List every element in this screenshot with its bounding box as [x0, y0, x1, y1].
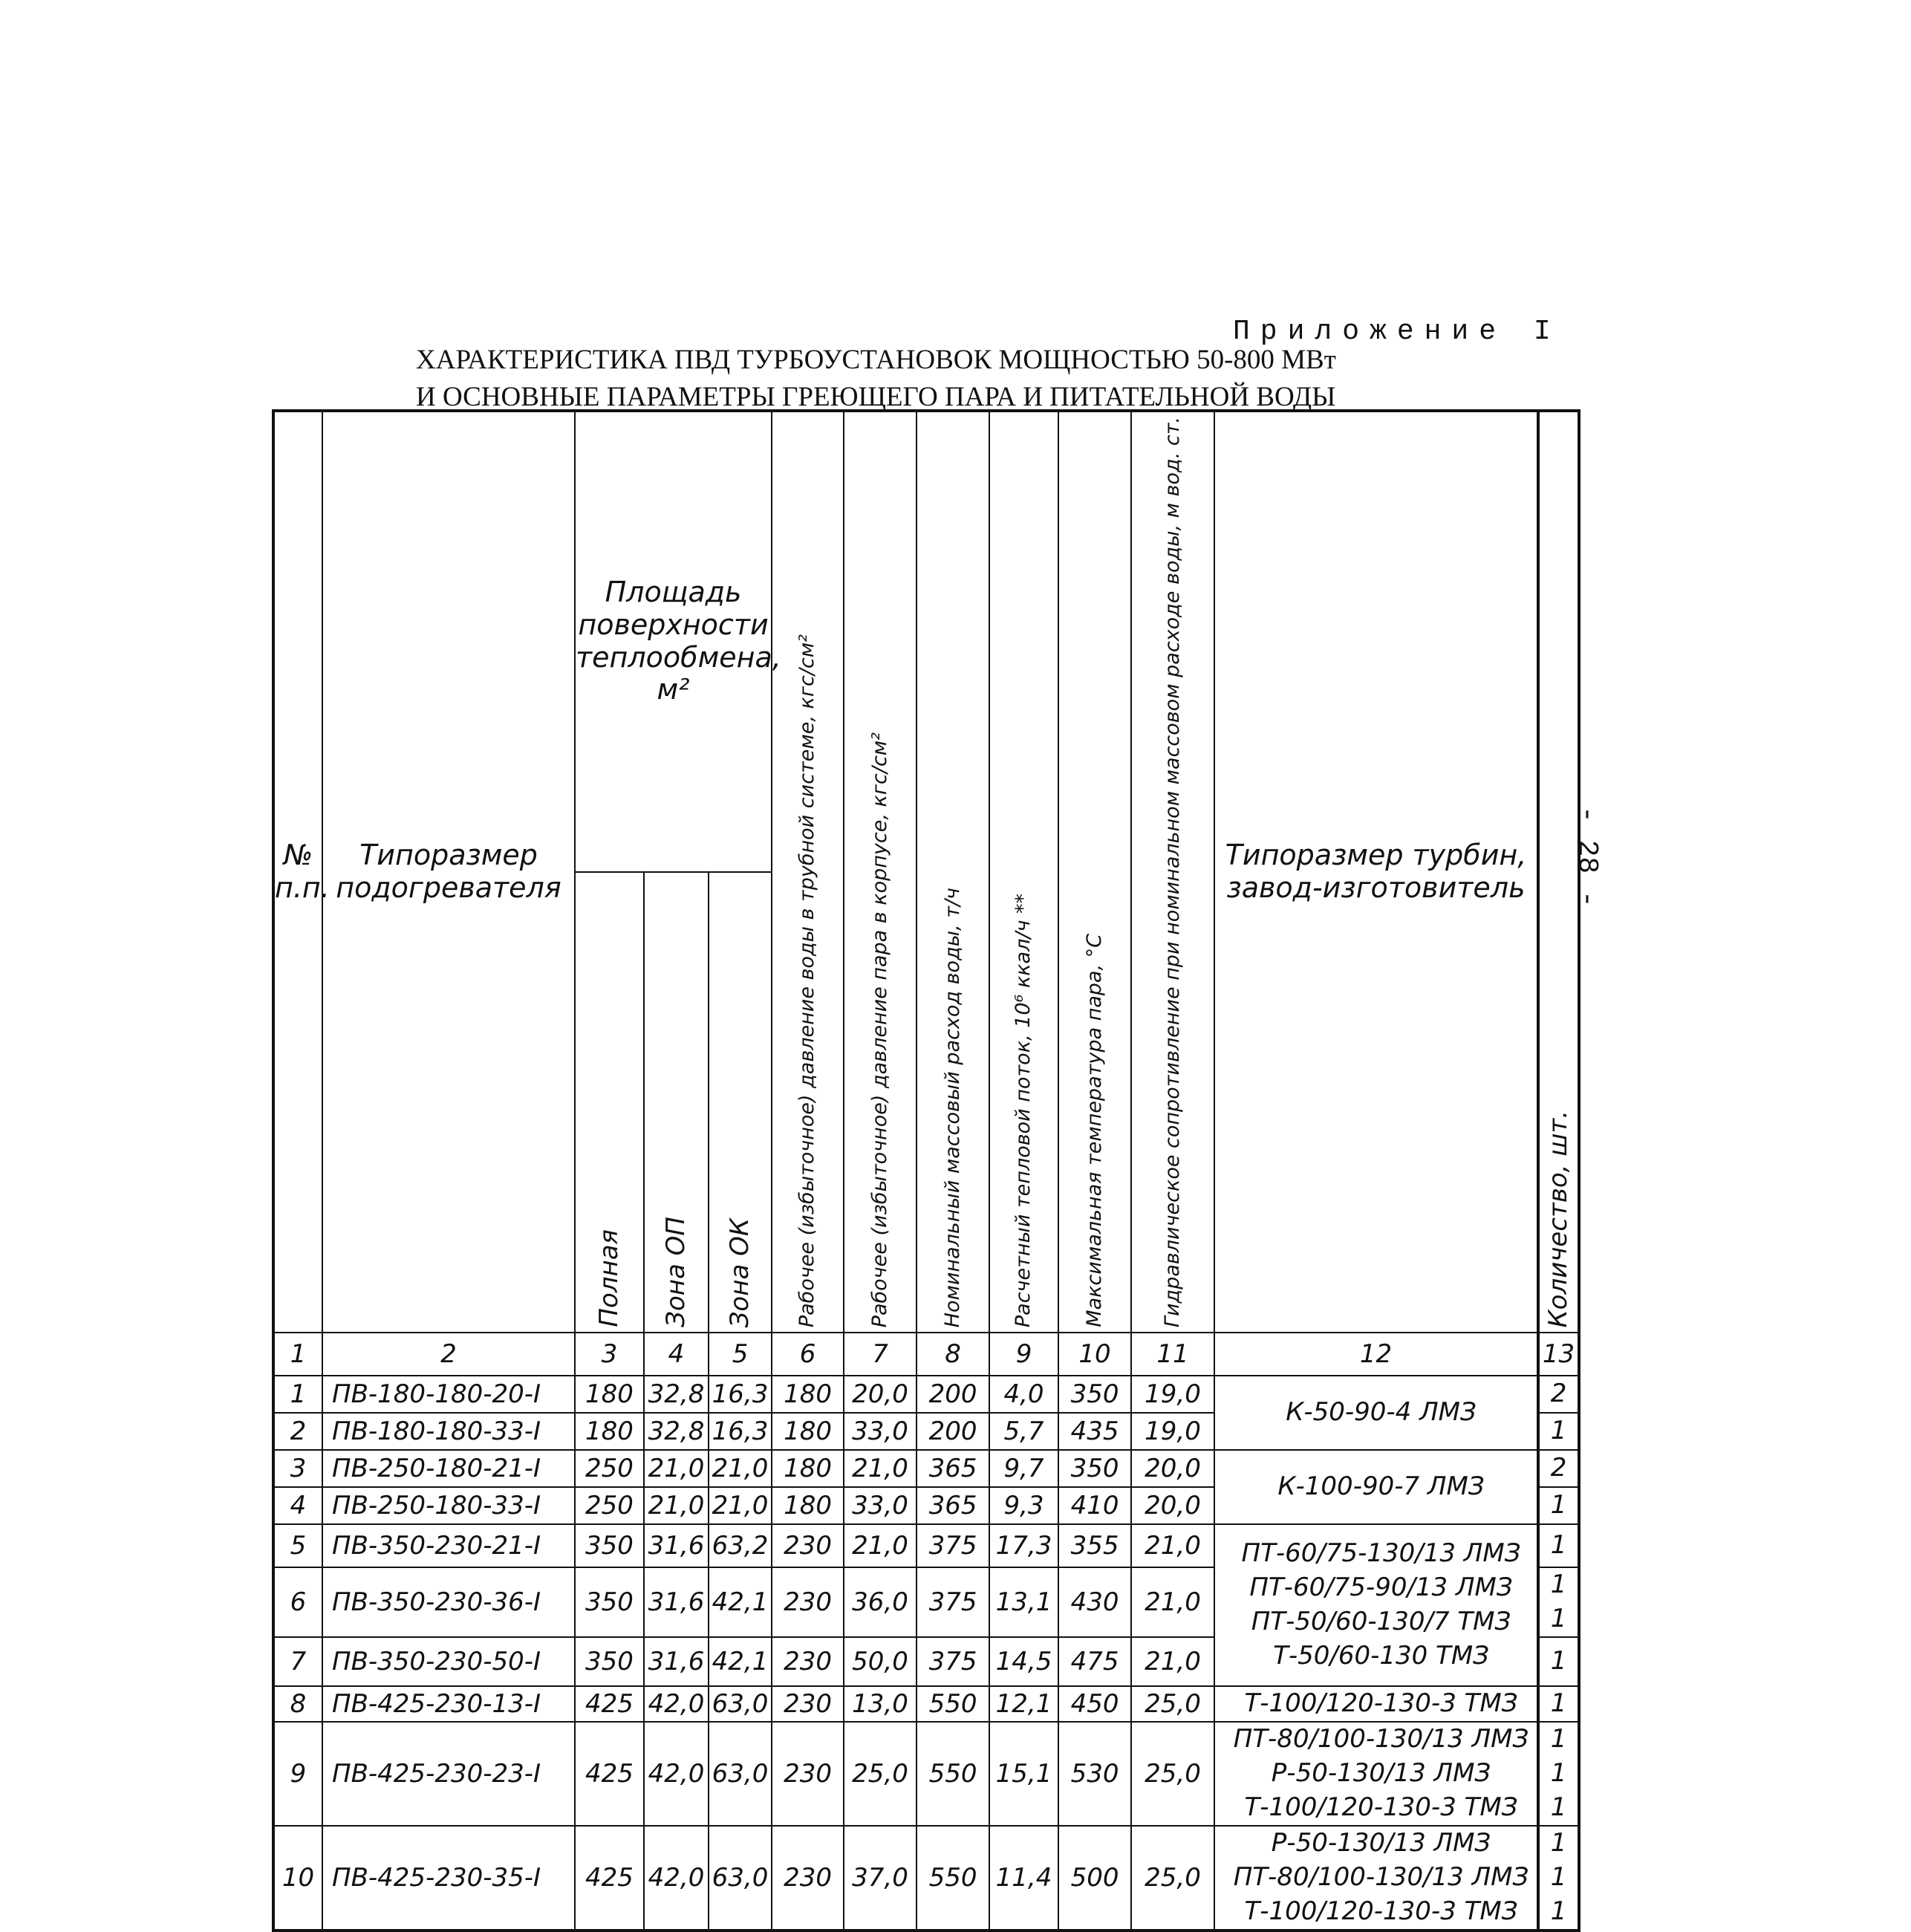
cell-full: 425: [575, 1686, 644, 1722]
cell-type: ПВ-350-230-36-I: [322, 1567, 575, 1637]
cell-temp: 435: [1058, 1413, 1131, 1450]
cell-p-water: 230: [772, 1524, 844, 1567]
cell-p-steam: 25,0: [844, 1722, 917, 1826]
cell-p-steam: 20,0: [844, 1376, 917, 1413]
cell-resist: 21,0: [1131, 1567, 1214, 1637]
column-number: 8: [917, 1333, 989, 1376]
cell-type: ПВ-350-230-21-I: [322, 1524, 575, 1567]
cell-ok: 42,1: [709, 1637, 772, 1686]
cell-p-steam: 33,0: [844, 1487, 917, 1524]
cell-n: 9: [273, 1722, 322, 1826]
cell-resist: 25,0: [1131, 1686, 1214, 1722]
cell-full: 250: [575, 1450, 644, 1487]
cell-flow: 365: [917, 1487, 989, 1524]
table-row: [273, 1450, 1579, 1487]
column-number: 4: [644, 1333, 709, 1376]
cell-ok: 16,3: [709, 1376, 772, 1413]
cell-turbine-type: К-100-90-7 ЛМЗ: [1214, 1450, 1538, 1524]
cell-flow: 375: [917, 1524, 989, 1567]
header-heat-flow: Расчетный тепловой поток, 10⁶ ккал/ч **: [989, 411, 1058, 1333]
cell-op: 21,0: [644, 1487, 709, 1524]
cell-resist: 21,0: [1131, 1524, 1214, 1567]
header-area-op: Зона ОП: [644, 872, 709, 1333]
cell-quantity: 1: [1538, 1413, 1579, 1450]
cell-op: 31,6: [644, 1567, 709, 1637]
cell-p-water: 230: [772, 1567, 844, 1637]
cell-quantity: 1: [1538, 1524, 1579, 1567]
table-row: [273, 1376, 1579, 1413]
cell-resist: 19,0: [1131, 1413, 1214, 1450]
cell-full: 250: [575, 1487, 644, 1524]
cell-type: ПВ-180-180-20-I: [322, 1376, 575, 1413]
cell-n: 6: [273, 1567, 322, 1637]
column-number: 6: [772, 1333, 844, 1376]
column-number: 1: [273, 1333, 322, 1376]
cell-temp: 410: [1058, 1487, 1131, 1524]
appendix-label: Приложение I: [1233, 316, 1561, 348]
cell-p-water: 230: [772, 1637, 844, 1686]
cell-p-water: 180: [772, 1450, 844, 1487]
cell-quantity: 1: [1538, 1487, 1579, 1524]
cell-n: 3: [273, 1450, 322, 1487]
cell-quantity: 2: [1538, 1376, 1579, 1413]
cell-quantity: 1 1: [1538, 1567, 1579, 1637]
cell-heat: 17,3: [989, 1524, 1058, 1567]
table-row: [273, 1722, 1579, 1826]
cell-op: 31,6: [644, 1637, 709, 1686]
cell-op: 21,0: [644, 1450, 709, 1487]
column-number: 9: [989, 1333, 1058, 1376]
cell-n: 1: [273, 1376, 322, 1413]
cell-heat: 9,7: [989, 1450, 1058, 1487]
cell-turbine-type: К-50-90-4 ЛМЗ: [1214, 1376, 1538, 1450]
cell-full: 350: [575, 1567, 644, 1637]
header-area-full: Полная: [575, 872, 644, 1333]
cell-type: ПВ-425-230-35-I: [322, 1826, 575, 1931]
cell-type: ПВ-250-180-21-I: [322, 1450, 575, 1487]
cell-p-water: 230: [772, 1722, 844, 1826]
cell-temp: 350: [1058, 1450, 1131, 1487]
cell-n: 10: [273, 1826, 322, 1931]
cell-ok: 21,0: [709, 1487, 772, 1524]
cell-quantity: 1: [1538, 1686, 1579, 1722]
cell-ok: 63,2: [709, 1524, 772, 1567]
table-title-line-1: ХАРАКТЕРИСТИКА ПВД ТУРБОУСТАНОВОК МОЩНОСТЬЮ 50-800 МВт: [416, 345, 1336, 375]
heater-characteristics-table: [272, 409, 1580, 1932]
table-row: [273, 1826, 1579, 1931]
cell-heat: 12,1: [989, 1686, 1058, 1722]
cell-p-water: 180: [772, 1487, 844, 1524]
cell-p-steam: 13,0: [844, 1686, 917, 1722]
cell-op: 31,6: [644, 1524, 709, 1567]
table-row: [273, 1686, 1579, 1722]
header-turbine-type: Типоразмер турбин, завод-изготовитель: [1214, 411, 1538, 1333]
table-title-line-2: И ОСНОВНЫЕ ПАРАМЕТРЫ ГРЕЮЩЕГО ПАРА И ПИТАТЕЛЬНОЙ ВОДЫ: [416, 382, 1336, 412]
cell-heat: 13,1: [989, 1567, 1058, 1637]
cell-p-water: 180: [772, 1376, 844, 1413]
column-number: 12: [1214, 1333, 1538, 1376]
cell-type: ПВ-350-230-50-I: [322, 1637, 575, 1686]
page-number: - 28 -: [1571, 806, 1603, 908]
cell-turbine-type: Т-100/120-130-3 ТМЗ: [1214, 1686, 1538, 1722]
cell-temp: 475: [1058, 1637, 1131, 1686]
header-hydraulic-resistance: Гидравлическое сопротивление при номинальном массовом расходе воды, м вод. ст.: [1131, 411, 1214, 1333]
cell-ok: 42,1: [709, 1567, 772, 1637]
column-number: 2: [322, 1333, 575, 1376]
cell-p-water: 180: [772, 1413, 844, 1450]
cell-flow: 550: [917, 1686, 989, 1722]
cell-quantity: 1 1 1: [1538, 1722, 1579, 1826]
cell-flow: 550: [917, 1722, 989, 1826]
cell-heat: 5,7: [989, 1413, 1058, 1450]
header-area-group: Площадь поверхности теплообмена, м²: [575, 411, 772, 872]
header-quantity: Количество, шт.: [1538, 411, 1579, 1333]
cell-turbine-type: ПТ-60/75-130/13 ЛМЗ ПТ-60/75-90/13 ЛМЗ ПТ-50/60-130/7 ТМЗ Т-50/60-130 ТМЗ: [1214, 1524, 1538, 1686]
cell-n: 4: [273, 1487, 322, 1524]
cell-resist: 21,0: [1131, 1637, 1214, 1686]
cell-resist: 20,0: [1131, 1450, 1214, 1487]
cell-full: 180: [575, 1413, 644, 1450]
header-number: № п.п.: [273, 411, 322, 1333]
cell-p-water: 230: [772, 1686, 844, 1722]
cell-temp: 450: [1058, 1686, 1131, 1722]
cell-op: 32,8: [644, 1376, 709, 1413]
cell-type: ПВ-250-180-33-I: [322, 1487, 575, 1524]
cell-temp: 500: [1058, 1826, 1131, 1931]
cell-flow: 200: [917, 1413, 989, 1450]
cell-resist: 20,0: [1131, 1487, 1214, 1524]
cell-temp: 430: [1058, 1567, 1131, 1637]
cell-type: ПВ-180-180-33-I: [322, 1413, 575, 1450]
cell-turbine-type: ПТ-80/100-130/13 ЛМЗ Р-50-130/13 ЛМЗ Т-100/120-130-3 ТМЗ: [1214, 1722, 1538, 1826]
cell-full: 350: [575, 1637, 644, 1686]
cell-quantity: 1: [1538, 1637, 1579, 1686]
column-number: 13: [1538, 1333, 1579, 1376]
cell-full: 425: [575, 1722, 644, 1826]
cell-ok: 63,0: [709, 1722, 772, 1826]
cell-temp: 355: [1058, 1524, 1131, 1567]
cell-resist: 25,0: [1131, 1722, 1214, 1826]
cell-flow: 375: [917, 1567, 989, 1637]
cell-ok: 21,0: [709, 1450, 772, 1487]
cell-resist: 25,0: [1131, 1826, 1214, 1931]
header-water-flow: Номинальный массовый расход воды, т/ч: [917, 411, 989, 1333]
column-number: 7: [844, 1333, 917, 1376]
cell-type: ПВ-425-230-23-I: [322, 1722, 575, 1826]
cell-n: 7: [273, 1637, 322, 1686]
header-water-pressure: Рабочее (избыточное) давление воды в трубной системе, кгс/см²: [772, 411, 844, 1333]
cell-p-water: 230: [772, 1826, 844, 1931]
cell-heat: 11,4: [989, 1826, 1058, 1931]
cell-full: 350: [575, 1524, 644, 1567]
cell-n: 8: [273, 1686, 322, 1722]
cell-p-steam: 36,0: [844, 1567, 917, 1637]
header-heater-type: Типоразмер подогревателя: [322, 411, 575, 1333]
cell-p-steam: 50,0: [844, 1637, 917, 1686]
cell-full: 180: [575, 1376, 644, 1413]
column-number-row: [273, 1333, 1579, 1376]
cell-ok: 63,0: [709, 1686, 772, 1722]
cell-quantity: 1 1 1: [1538, 1826, 1579, 1931]
cell-type: ПВ-425-230-13-I: [322, 1686, 575, 1722]
column-number: 5: [709, 1333, 772, 1376]
cell-ok: 16,3: [709, 1413, 772, 1450]
header-steam-pressure: Рабочее (избыточное) давление пара в корпусе, кгс/см²: [844, 411, 917, 1333]
cell-op: 42,0: [644, 1686, 709, 1722]
cell-op: 42,0: [644, 1826, 709, 1931]
cell-temp: 350: [1058, 1376, 1131, 1413]
cell-op: 32,8: [644, 1413, 709, 1450]
cell-flow: 550: [917, 1826, 989, 1931]
cell-heat: 4,0: [989, 1376, 1058, 1413]
cell-n: 5: [273, 1524, 322, 1567]
header-max-temperature: Максимальная температура пара, °С: [1058, 411, 1131, 1333]
header-area-ok: Зона ОК: [709, 872, 772, 1333]
cell-p-steam: 21,0: [844, 1524, 917, 1567]
column-number: 11: [1131, 1333, 1214, 1376]
cell-resist: 19,0: [1131, 1376, 1214, 1413]
cell-turbine-type: Р-50-130/13 ЛМЗ ПТ-80/100-130/13 ЛМЗ Т-100/120-130-3 ТМЗ: [1214, 1826, 1538, 1931]
column-number: 3: [575, 1333, 644, 1376]
column-number: 10: [1058, 1333, 1131, 1376]
cell-op: 42,0: [644, 1722, 709, 1826]
cell-ok: 63,0: [709, 1826, 772, 1931]
cell-n: 2: [273, 1413, 322, 1450]
table-row: [273, 1524, 1579, 1567]
cell-heat: 15,1: [989, 1722, 1058, 1826]
cell-heat: 14,5: [989, 1637, 1058, 1686]
cell-heat: 9,3: [989, 1487, 1058, 1524]
cell-p-steam: 33,0: [844, 1413, 917, 1450]
cell-quantity: 2: [1538, 1450, 1579, 1487]
cell-flow: 375: [917, 1637, 989, 1686]
cell-full: 425: [575, 1826, 644, 1931]
cell-temp: 530: [1058, 1722, 1131, 1826]
cell-p-steam: 37,0: [844, 1826, 917, 1931]
cell-flow: 200: [917, 1376, 989, 1413]
cell-flow: 365: [917, 1450, 989, 1487]
cell-p-steam: 21,0: [844, 1450, 917, 1487]
